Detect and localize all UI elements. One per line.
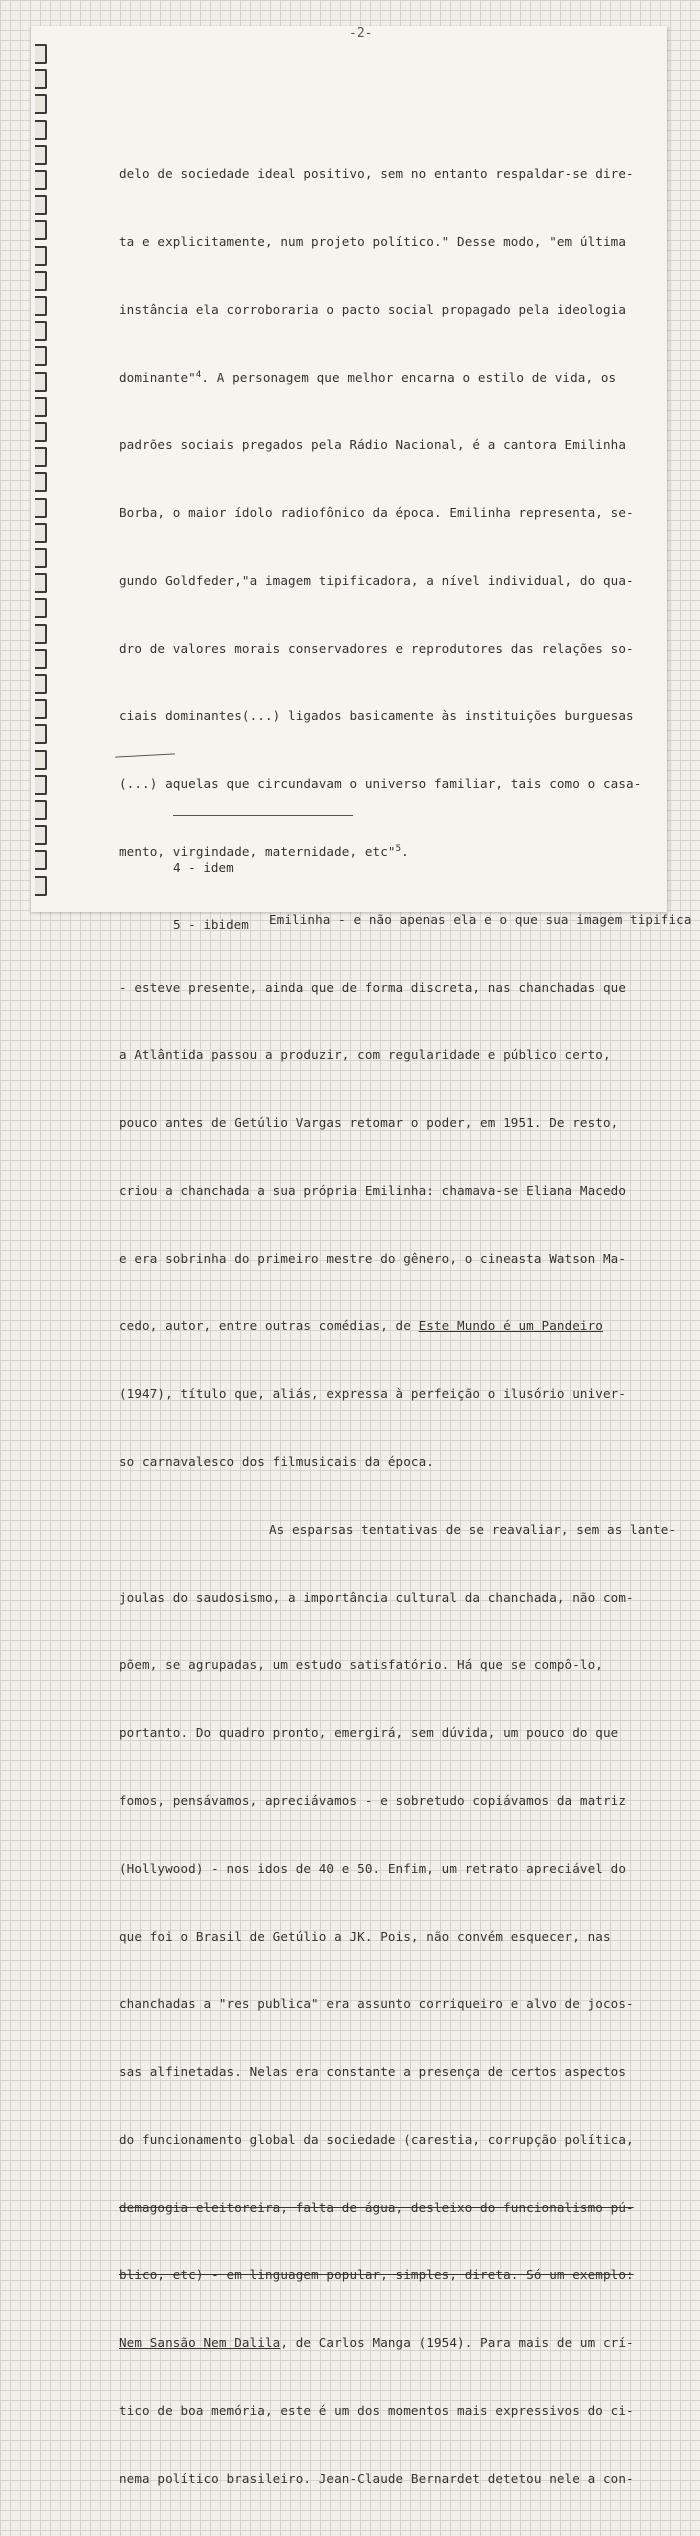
binder-hole <box>35 69 47 89</box>
text-segment: , de Carlos Manga (1954). Para mais de um crí- <box>280 2335 634 2351</box>
footnote-4: 4 - idem <box>173 860 234 875</box>
binder-holes <box>35 44 49 904</box>
text-segment: dominante" <box>119 369 196 385</box>
binder-hole <box>35 775 47 795</box>
binder-hole <box>35 699 47 719</box>
text-line: padrões sociais pregados pela Rádio Nacional, é a cantora Emilinha <box>119 437 627 453</box>
text-line: põem, se agrupadas, um estudo satisfatório. Há que se compô-lo, <box>119 1657 603 1673</box>
text-line: ciais dominantes(...) ligados basicamente às instituições burguesas <box>119 708 634 724</box>
footnote-ref-5: 5 <box>395 843 402 854</box>
page-number: -2- <box>349 26 373 41</box>
text-segment: . A personagem que melhor encarna o estilo de vida, os <box>201 369 617 385</box>
binder-hole <box>35 170 47 190</box>
text-line: criou a chanchada a sua própria Emilinha: chamava-se Eliana Macedo <box>119 1182 627 1198</box>
text-line: gundo Goldfeder,"a imagem tipificadora, a nível individual, do qua- <box>119 572 634 588</box>
binder-hole <box>35 346 47 366</box>
binder-hole <box>35 724 47 744</box>
text-line: so carnavalesco dos filmusicais da época. <box>119 1454 434 1470</box>
text-line: que foi o Brasil de Getúlio a JK. Pois, não convém esquecer, nas <box>119 1928 611 1944</box>
binder-hole <box>35 750 47 770</box>
binder-hole <box>35 825 47 845</box>
binder-hole <box>35 850 47 870</box>
binder-hole <box>35 422 47 442</box>
text-segment: cedo, autor, entre outras comédias, de <box>119 1318 419 1334</box>
binder-hole <box>35 220 47 240</box>
binder-hole <box>35 548 47 568</box>
binder-hole <box>35 271 47 291</box>
text-line: dro de valores morais conservadores e reprodutores das relações so- <box>119 640 634 656</box>
text-line-struck: demagogia eleitoreira, falta de água, desleixo do funcionalismo pú- <box>119 2199 634 2215</box>
binder-hole <box>35 397 47 417</box>
text-line: delo de sociedade ideal positivo, sem no entanto respaldar-se dire- <box>119 166 634 182</box>
film-title-underlined: Este Mundo é um Pandeiro <box>418 1318 603 1334</box>
binder-hole <box>35 498 47 518</box>
binder-hole <box>35 372 47 392</box>
text-segment: . <box>401 844 409 859</box>
text-line: chanchadas a "res publica" era assunto corriqueiro e alvo de jocos- <box>119 1996 634 2012</box>
binder-hole <box>35 649 47 669</box>
binder-hole <box>35 624 47 644</box>
binder-hole <box>35 246 47 266</box>
binder-hole <box>35 472 47 492</box>
binder-hole <box>35 598 47 618</box>
document-page <box>30 26 692 2486</box>
footnote-ref-4: 4 <box>195 369 202 380</box>
text-line: instância ela corroboraria o pacto social propagado pela ideologia <box>119 301 627 317</box>
text-line: (Hollywood) - nos idos de 40 e 50. Enfim, um retrato apreciável do <box>119 1860 627 1876</box>
text-line: e era sobrinha do primeiro mestre do gênero, o cineasta Watson Ma- <box>119 1250 627 1266</box>
text-line: (1947), título que, aliás, expressa à perfeição o ilusório univer- <box>119 1386 627 1402</box>
binder-hole <box>35 573 47 593</box>
binder-hole <box>35 195 47 215</box>
text-line: tico de boa memória, este é um dos momentos mais expressivos do ci- <box>119 2402 634 2418</box>
binder-hole <box>35 120 47 140</box>
film-title-underlined: Nem Sansão Nem Dalila <box>119 2335 281 2351</box>
text-line: fomos, pensávamos, apreciávamos - e sobretudo copiávamos da matriz <box>119 1792 627 1808</box>
text-line <box>119 367 679 390</box>
text-line <box>119 1315 679 1338</box>
text-line: nema político brasileiro. Jean-Claude Bernardet detetou nele a con- <box>119 2470 634 2486</box>
text-line: - esteve presente, ainda que de forma discreta, nas chanchadas que <box>119 979 627 995</box>
text-line: do funcionamento global da sociedade (carestia, corrupção política, <box>119 2131 634 2147</box>
text-line <box>119 2332 679 2355</box>
binder-hole <box>35 44 47 64</box>
body-text <box>119 118 692 2536</box>
text-line: joulas do saudosismo, a importância cultural da chanchada, não com- <box>119 1589 634 1605</box>
binder-hole <box>35 800 47 820</box>
binder-hole <box>35 447 47 467</box>
text-segment: mento, virgindade, maternidade, etc" <box>119 844 396 859</box>
binder-hole <box>35 94 47 114</box>
binder-hole <box>35 523 47 543</box>
binder-hole <box>35 145 47 165</box>
text-line: (...) aquelas que circundavam o universo familiar, tais como o casa- <box>119 776 642 792</box>
text-line: ta e explicitamente, num projeto político." Desse modo, "em última <box>119 233 627 249</box>
binder-hole <box>35 296 47 316</box>
text-line: pouco antes de Getúlio Vargas retomar o poder, em 1951. De resto, <box>119 1115 619 1131</box>
footnotes <box>173 820 249 972</box>
binder-hole <box>35 876 47 896</box>
binder-hole <box>35 321 47 341</box>
footnote-5: 5 - ibidem <box>173 917 249 932</box>
text-line: portanto. Do quadro pronto, emergirá, sem dúvida, um pouco do que <box>119 1725 619 1741</box>
text-line-struck: blico, etc) - em linguagem popular, simples, direta. Só um exemplo: <box>119 2267 634 2283</box>
text-line: a Atlântida passou a produzir, com regularidade e público certo, <box>119 1047 611 1063</box>
text-line-indented: Emilinha - e não apenas ela e o que sua imagem tipifica <box>269 911 692 927</box>
text-line: Borba, o maior ídolo radiofônico da época. Emilinha representa, se- <box>119 505 634 521</box>
text-line-indented: As esparsas tentativas de se reavaliar, sem as lante- <box>269 1521 677 1537</box>
footnote-divider <box>173 815 353 816</box>
text-line: sas alfinetadas. Nelas era constante a presença de certos aspectos <box>119 2064 627 2080</box>
binder-hole <box>35 674 47 694</box>
